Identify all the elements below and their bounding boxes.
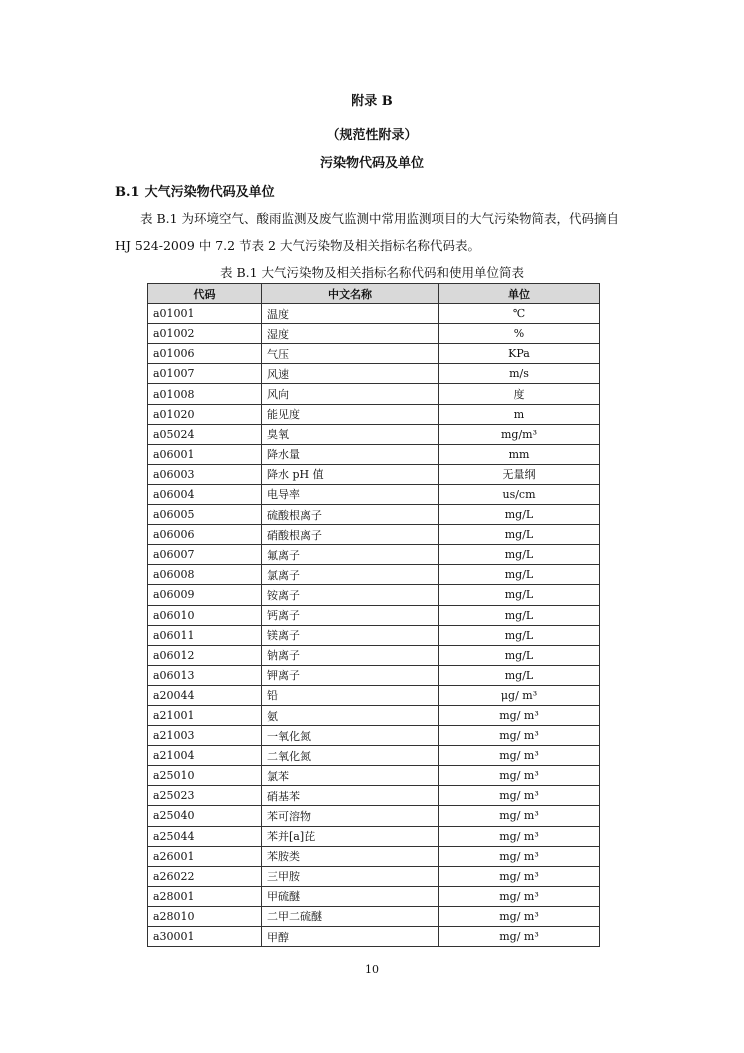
appendix-subtitle: （规范性附录） <box>326 128 418 143</box>
cell-name: 铵离子 <box>262 585 439 605</box>
table-row <box>148 404 600 424</box>
cell-name: 风向 <box>262 384 439 404</box>
header-name: 中文名称 <box>262 284 439 304</box>
cell-name: 钠离子 <box>262 645 439 665</box>
cell-unit: mg/ m³ <box>439 826 600 846</box>
table-row <box>148 484 600 504</box>
cell-name: 臭氧 <box>262 424 439 444</box>
cell-unit: KPa <box>439 344 600 364</box>
cell-code: a06006 <box>148 525 262 545</box>
table-row <box>148 726 600 746</box>
table-row <box>148 505 600 525</box>
cell-unit: mg/L <box>439 525 600 545</box>
intro-paragraph <box>115 205 635 259</box>
cell-code: a06010 <box>148 605 262 625</box>
cell-unit: mg/ m³ <box>439 786 600 806</box>
cell-unit: 无量纲 <box>439 464 600 484</box>
table-row <box>148 304 600 324</box>
cell-name: 苯并[a]芘 <box>262 826 439 846</box>
cell-unit: mg/ m³ <box>439 766 600 786</box>
intro-line-1: 表 B.1 为环境空气、酸雨监测及废气监测中常用监测项目的大气污染物简表，代码摘自 <box>140 211 620 226</box>
cell-name: 三甲胺 <box>262 866 439 886</box>
cell-unit: mg/L <box>439 605 600 625</box>
cell-unit: mg/L <box>439 645 600 665</box>
cell-code: a06009 <box>148 585 262 605</box>
cell-name: 氯离子 <box>262 565 439 585</box>
cell-name: 电导率 <box>262 484 439 504</box>
cell-unit: mg/L <box>439 505 600 525</box>
cell-name: 温度 <box>262 304 439 324</box>
cell-name: 苯胺类 <box>262 846 439 866</box>
cell-code: a06005 <box>148 505 262 525</box>
cell-unit: mm <box>439 444 600 464</box>
cell-code: a26001 <box>148 846 262 866</box>
table-row <box>148 906 600 926</box>
table-row <box>148 525 600 545</box>
table-row <box>148 826 600 846</box>
table-row <box>148 927 600 947</box>
table-row <box>148 364 600 384</box>
table-row <box>148 384 600 404</box>
cell-code: a30001 <box>148 927 262 947</box>
cell-name: 氟离子 <box>262 545 439 565</box>
cell-code: a06004 <box>148 484 262 504</box>
section-title: 大气污染物代码及单位 <box>144 185 275 200</box>
cell-code: a21003 <box>148 726 262 746</box>
cell-name: 二氧化氮 <box>262 746 439 766</box>
cell-code: a01001 <box>148 304 262 324</box>
cell-name: 一氧化氮 <box>262 726 439 746</box>
cell-unit: mg/ m³ <box>439 906 600 926</box>
cell-name: 甲硫醚 <box>262 886 439 906</box>
cell-code: a21001 <box>148 705 262 725</box>
cell-name: 能见度 <box>262 404 439 424</box>
cell-code: a01020 <box>148 404 262 424</box>
cell-unit: ℃ <box>439 304 600 324</box>
cell-name: 硝酸根离子 <box>262 525 439 545</box>
cell-code: a25044 <box>148 826 262 846</box>
cell-unit: mg/L <box>439 625 600 645</box>
cell-unit: m/s <box>439 364 600 384</box>
cell-unit: mg/L <box>439 545 600 565</box>
table-row <box>148 766 600 786</box>
cell-code: a06012 <box>148 645 262 665</box>
cell-unit: mg/m³ <box>439 424 600 444</box>
cell-unit: m <box>439 404 600 424</box>
cell-name: 镁离子 <box>262 625 439 645</box>
cell-name: 氨 <box>262 705 439 725</box>
table-row <box>148 665 600 685</box>
cell-code: a06007 <box>148 545 262 565</box>
table-row <box>148 685 600 705</box>
cell-unit: mg/ m³ <box>439 886 600 906</box>
table-row <box>148 324 600 344</box>
cell-code: a06013 <box>148 665 262 685</box>
table-row <box>148 444 600 464</box>
appendix-title: 附录 B <box>351 94 393 109</box>
table-row <box>148 565 600 585</box>
cell-code: a25040 <box>148 806 262 826</box>
cell-unit: % <box>439 324 600 344</box>
table-row <box>148 464 600 484</box>
table-row <box>148 545 600 565</box>
cell-name: 苯可溶物 <box>262 806 439 826</box>
cell-unit: mg/ m³ <box>439 746 600 766</box>
cell-code: a20044 <box>148 685 262 705</box>
cell-code: a28010 <box>148 906 262 926</box>
table-row <box>148 846 600 866</box>
table-header-row <box>148 284 600 304</box>
cell-unit: mg/ m³ <box>439 866 600 886</box>
cell-code: a21004 <box>148 746 262 766</box>
cell-unit: mg/L <box>439 565 600 585</box>
table-row <box>148 705 600 725</box>
cell-name: 降水量 <box>262 444 439 464</box>
appendix-name: 污染物代码及单位 <box>319 156 424 171</box>
table-body <box>148 304 600 947</box>
header-code: 代码 <box>148 284 262 304</box>
section-heading <box>115 181 275 200</box>
section-number: B.1 <box>115 185 140 200</box>
cell-code: a01006 <box>148 344 262 364</box>
table-row <box>148 866 600 886</box>
cell-code: a05024 <box>148 424 262 444</box>
cell-unit: us/cm <box>439 484 600 504</box>
cell-unit: μg/ m³ <box>439 685 600 705</box>
cell-name: 氯苯 <box>262 766 439 786</box>
cell-unit: mg/ m³ <box>439 846 600 866</box>
cell-name: 硫酸根离子 <box>262 505 439 525</box>
cell-unit: mg/L <box>439 585 600 605</box>
cell-name: 钾离子 <box>262 665 439 685</box>
cell-unit: mg/ m³ <box>439 927 600 947</box>
cell-code: a01007 <box>148 364 262 384</box>
cell-name: 降水 pH 值 <box>262 464 439 484</box>
intro-line-2: HJ 524-2009 中 7.2 节表 2 大气污染物及相关指标名称代码表。 <box>115 238 480 253</box>
cell-name: 气压 <box>262 344 439 364</box>
cell-unit: mg/ m³ <box>439 726 600 746</box>
table-row <box>148 424 600 444</box>
cell-code: a25023 <box>148 786 262 806</box>
cell-name: 钙离子 <box>262 605 439 625</box>
cell-code: a26022 <box>148 866 262 886</box>
header-unit: 单位 <box>439 284 600 304</box>
page-number: 10 <box>365 963 379 976</box>
cell-unit: mg/L <box>439 665 600 685</box>
cell-code: a01008 <box>148 384 262 404</box>
table-row <box>148 625 600 645</box>
cell-unit: 度 <box>439 384 600 404</box>
cell-code: a01002 <box>148 324 262 344</box>
cell-unit: mg/ m³ <box>439 806 600 826</box>
cell-code: a06003 <box>148 464 262 484</box>
table-row <box>148 886 600 906</box>
cell-code: a06011 <box>148 625 262 645</box>
cell-name: 硝基苯 <box>262 786 439 806</box>
table-row <box>148 585 600 605</box>
table-row <box>148 605 600 625</box>
cell-name: 甲醇 <box>262 927 439 947</box>
table-row <box>148 344 600 364</box>
cell-code: a28001 <box>148 886 262 906</box>
table-row <box>148 806 600 826</box>
cell-code: a06008 <box>148 565 262 585</box>
table-caption: 表 B.1 大气污染物及相关指标名称代码和使用单位简表 <box>219 265 525 280</box>
pollutant-units-table <box>147 283 600 947</box>
cell-name: 湿度 <box>262 324 439 344</box>
cell-name: 二甲二硫醚 <box>262 906 439 926</box>
cell-unit: mg/ m³ <box>439 705 600 725</box>
cell-name: 铅 <box>262 685 439 705</box>
table-row <box>148 645 600 665</box>
cell-code: a25010 <box>148 766 262 786</box>
table-row <box>148 786 600 806</box>
cell-code: a06001 <box>148 444 262 464</box>
table-row <box>148 746 600 766</box>
cell-name: 风速 <box>262 364 439 384</box>
